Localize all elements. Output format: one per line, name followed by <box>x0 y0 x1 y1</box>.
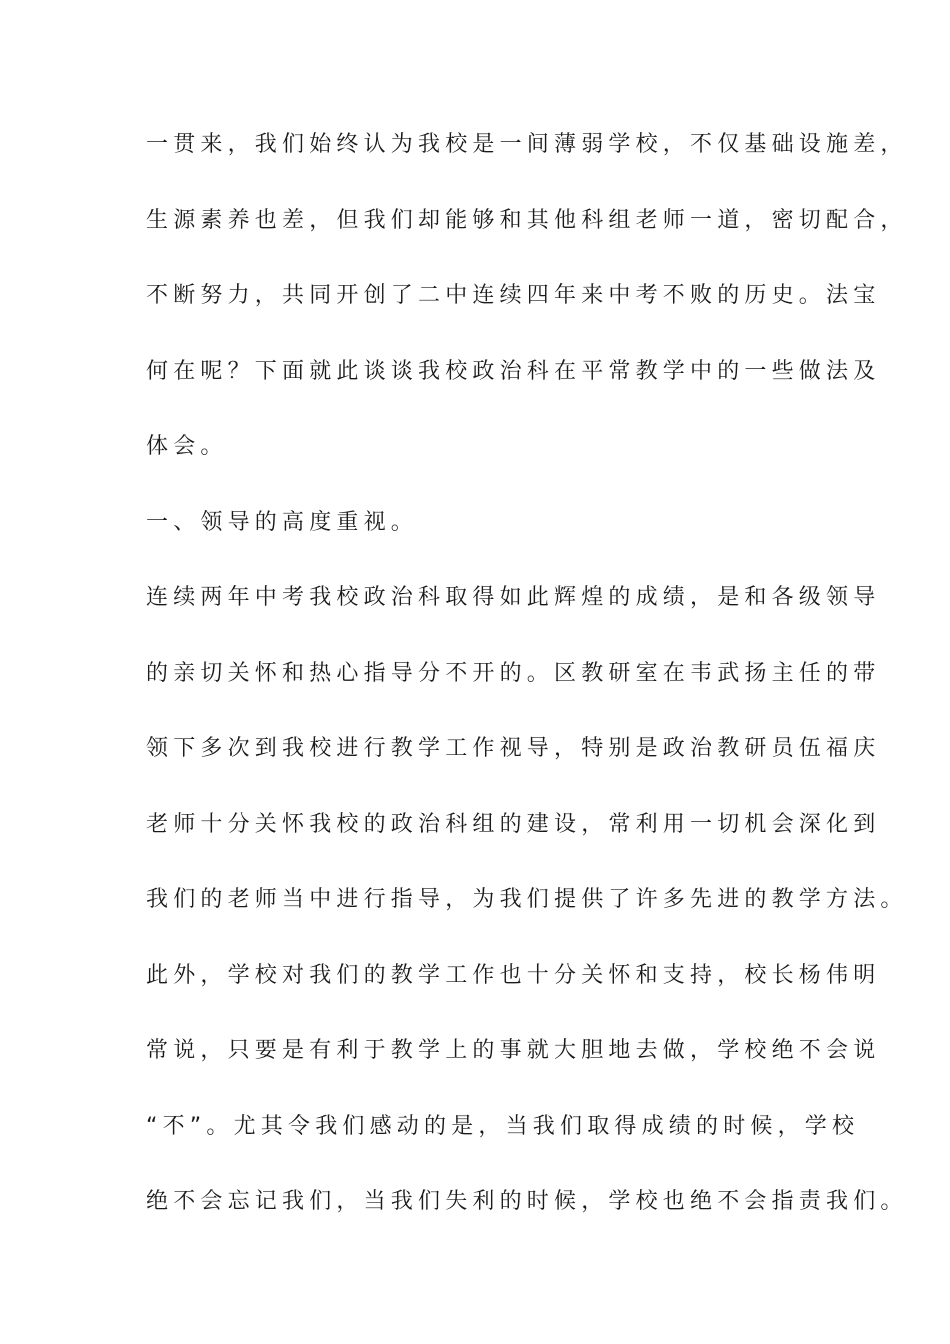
text-line: 此外，学校对我们的教学工作也十分关怀和支持，校长杨伟明 <box>146 962 881 988</box>
body-text <box>146 128 908 1261</box>
text-line: 常说，只要是有利于教学上的事就大胆地去做，学校绝不会说 <box>146 1038 881 1063</box>
text-line: “不”。尤其令我们感动的是，当我们取得成绩的时候，学校 <box>146 1113 860 1139</box>
text-line: 何在呢？下面就此谈谈我校政治科在平常教学中的一些做法及 <box>146 358 881 384</box>
text-line: 体会。 <box>146 434 228 459</box>
text-line: 不断努力，共同开创了二中连续四年来中考不败的历史。法宝 <box>146 283 881 308</box>
text-line: 一贯来，我们始终认为我校是一间薄弱学校，不仅基础设施差， <box>146 132 908 157</box>
text-line: 的亲切关怀和热心指导分不开的。区教研室在韦武扬主任的带 <box>146 660 881 686</box>
text-line: 连续两年中考我校政治科取得如此辉煌的成绩，是和各级领导 <box>146 585 881 610</box>
text-line: 绝不会忘记我们，当我们失利的时候，学校也绝不会指责我们。 <box>146 1189 908 1214</box>
text-line: 我们的老师当中进行指导，为我们提供了许多先进的教学方法。 <box>146 887 908 912</box>
text-line: 领下多次到我校进行教学工作视导，特别是政治教研员伍福庆 <box>146 736 881 761</box>
text-line: 生源素养也差，但我们却能够和其他科组老师一道，密切配合， <box>146 207 908 233</box>
text-line: 老师十分关怀我校的政治科组的建设，常利用一切机会深化到 <box>146 811 881 837</box>
section-heading: 一、领导的高度重视。 <box>146 509 419 535</box>
